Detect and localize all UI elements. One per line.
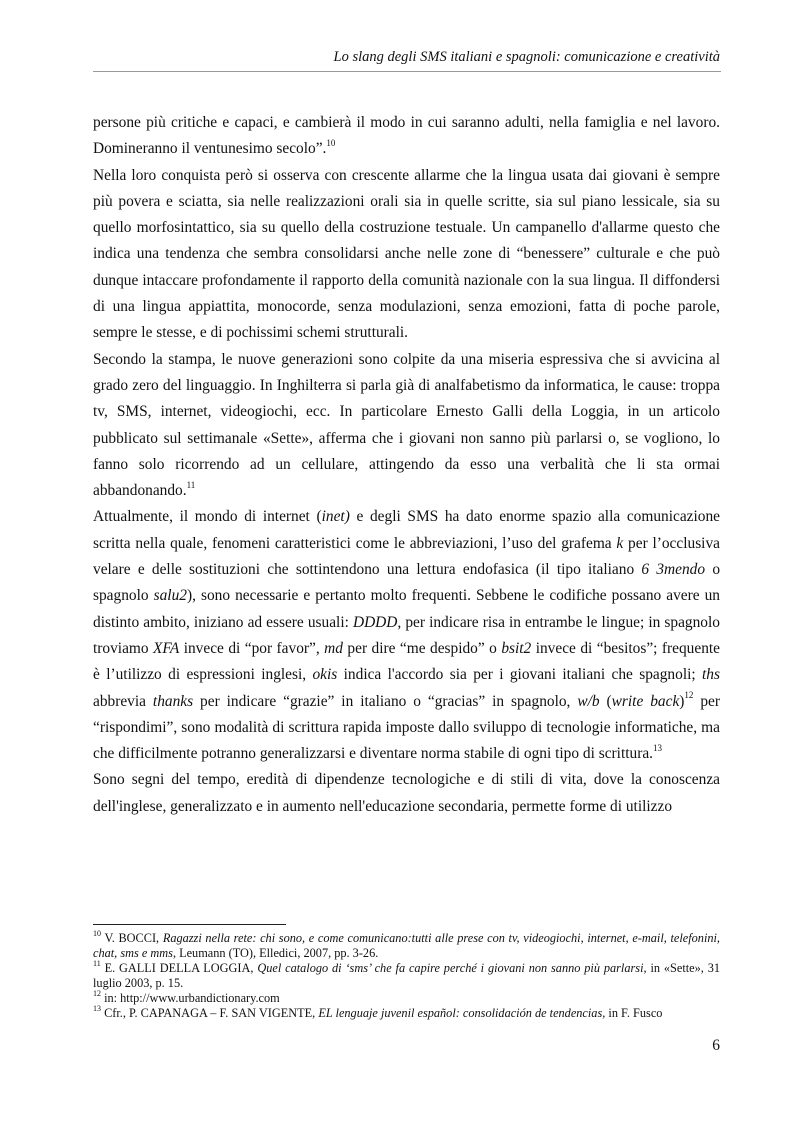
text-run: invece di “besitos”; frequente è l’utilizzo di espressioni inglesi, [93,639,720,684]
footnote-ref: 12 [684,690,694,701]
italic-text: salu2 [153,587,187,605]
footnote [93,961,720,991]
footnote-ref: 13 [93,1004,101,1014]
footnote-divider [93,924,286,925]
text-run: Nella loro conquista però si osserva con crescente allarme che la lingua usata dai giovani è sempre più povera e sciatta, sia nelle realizzazioni orali sia in quelle scritte, sia sul piano lessicale, sia su quello morfosintattico, sia su quello della costruzione testuale. Un campanello d'allarme questo che indica una tendenza che sembra consolidarsi anche nelle zone di “benessere” culturale e che può dunque intaccare profondamente il rapporto della comunità nazionale con la sua lingua. Il diffondersi di una lingua appiattita, monocorde, senza modulazioni, senza emozioni, fatta di poche parole, sempre le stesse, e di pochissimi schemi strutturali. [93,166,720,342]
text-run: o spagnolo [93,561,721,605]
text-run: in: http://www.urbandictionary.com [101,991,280,1006]
text-run: ( [599,692,612,710]
paragraph [93,767,720,820]
paragraph [93,347,720,505]
italic-text: k [616,534,624,552]
text-run: persone più critiche e capaci, e cambierà il modo in cui saranno adulti, nella famiglia e nel lavoro. Domineranno il ventunesimo secolo”. [93,114,720,158]
text-run: e degli SMS ha dato enorme spazio alla comunicazione scritta nella quale, fenomeni caratteristici come le abbreviazioni, l’uso del grafema [93,508,720,552]
body-text [93,110,720,820]
italic-text: write back [611,692,680,710]
paragraph [93,163,720,347]
footnote-ref: 10 [93,928,101,938]
text-run: Cfr., P. CAPANAGA – F. SAN VIGENTE, [101,1006,319,1021]
text-run: , in F. Fusco [602,1006,663,1021]
text-run: per “rispondimi”, sono modalità di scrittura rapida imposte dallo sviluppo di tecnologie informatiche, ma che difficilmente potranno generalizzarsi e diventare norma stabile di ogni tipo di scrittura. [93,692,721,763]
footnote [93,991,720,1006]
text-run: indica l'accordo sia per i giovani italiani che spagnoli; [337,666,703,684]
text-run: abbrevia [93,692,153,710]
footnote [93,1006,720,1021]
text-run: ) [679,692,685,710]
text-run: per l’occlusiva velare e delle sostituzioni che sottintendono una lettura endofasica (il tipo italiano [93,534,720,579]
italic-text: ths [702,666,720,684]
paragraph [93,504,720,767]
footnotes [93,928,721,1022]
text-run: V. BOCCI, [101,931,163,945]
italic-text: XFA [153,639,180,657]
text-run: E. GALLI DELLA LOGGIA, [100,961,258,976]
header-divider [93,71,721,72]
text-run: ), sono necessarie e pertanto molto frequenti. Sebbene le codifiche possano avere un distinto ambito, iniziano ad essere usuali: [93,587,720,631]
italic-text: Ragazzi nella rete: chi sono, e come comunicano:tutti alle prese con tv, videogiochi, internet, e-mail, telefonini, chat, sms e mms [93,931,721,961]
text-run: , Leumann (TO), Elledici, 2007, pp. 3-26. [172,946,379,961]
italic-text: bsit2 [501,639,532,657]
italic-text: EL lenguaje juvenil español: consolidación de tendencias [318,1006,603,1021]
text-run: Attualmente, il mondo di internet ( [93,508,322,526]
text-run: per indicare risa in entrambe le lingue; in spagnolo troviamo [93,613,720,657]
footnote-ref: 12 [93,989,101,999]
text-run: invece di “por favor”, [179,639,325,657]
page-number: 6 [712,1037,720,1054]
text-run: per dire “me despido” o [342,639,502,657]
italic-text: md [324,639,343,657]
italic-text: w/b [577,692,600,710]
italic-text: 6 3mendo [641,561,706,579]
footnote-ref: 11 [93,959,101,969]
footnote-ref: 10 [326,138,336,149]
text-run: , in «Sette», 31 luglio 2003, p. 15. [93,961,721,991]
paragraph [93,110,720,163]
footnote-ref: 11 [186,480,196,491]
footnote [93,928,721,961]
italic-text: okis [312,666,338,684]
running-header-title: Lo slang degli SMS italiani e spagnoli: comunicazione e creatività [333,49,720,65]
italic-text: DDDD, [352,613,402,631]
italic-text: inet) [321,508,350,526]
italic-text: thanks [152,692,194,710]
text-run: Secondo la stampa, le nuove generazioni sono colpite da una miseria espressiva che si avvicina al grado zero del linguaggio. In Inghilterra si parla già di analfabetismo da informatica, le cause: troppa tv, SMS, internet, videogiochi, ecc. In particolare Ernesto Galli della Loggia, in un articolo pubblicato sul settimanale «Sette», afferma che i giovani non sanno più parlarsi o, se vogliono, lo fanno solo ricorrendo ad un cellulare, attingendo da esso una verbalità che li sta ormai abbandonando. [93,350,720,500]
footnote-ref: 13 [653,743,662,753]
text-run: per indicare “grazie” in italiano o “gracias” in spagnolo, [193,692,578,710]
text-run: Sono segni del tempo, eredità di dipendenze tecnologiche e di stili di vita, dove la conoscenza dell'inglese, generalizzato e in aumento nell'educazione secondaria, permette forme di utilizzo [93,771,720,815]
italic-text: Quel catalogo di ‘sms’ che fa capire perché i giovani non sanno più parlarsi [257,961,644,976]
